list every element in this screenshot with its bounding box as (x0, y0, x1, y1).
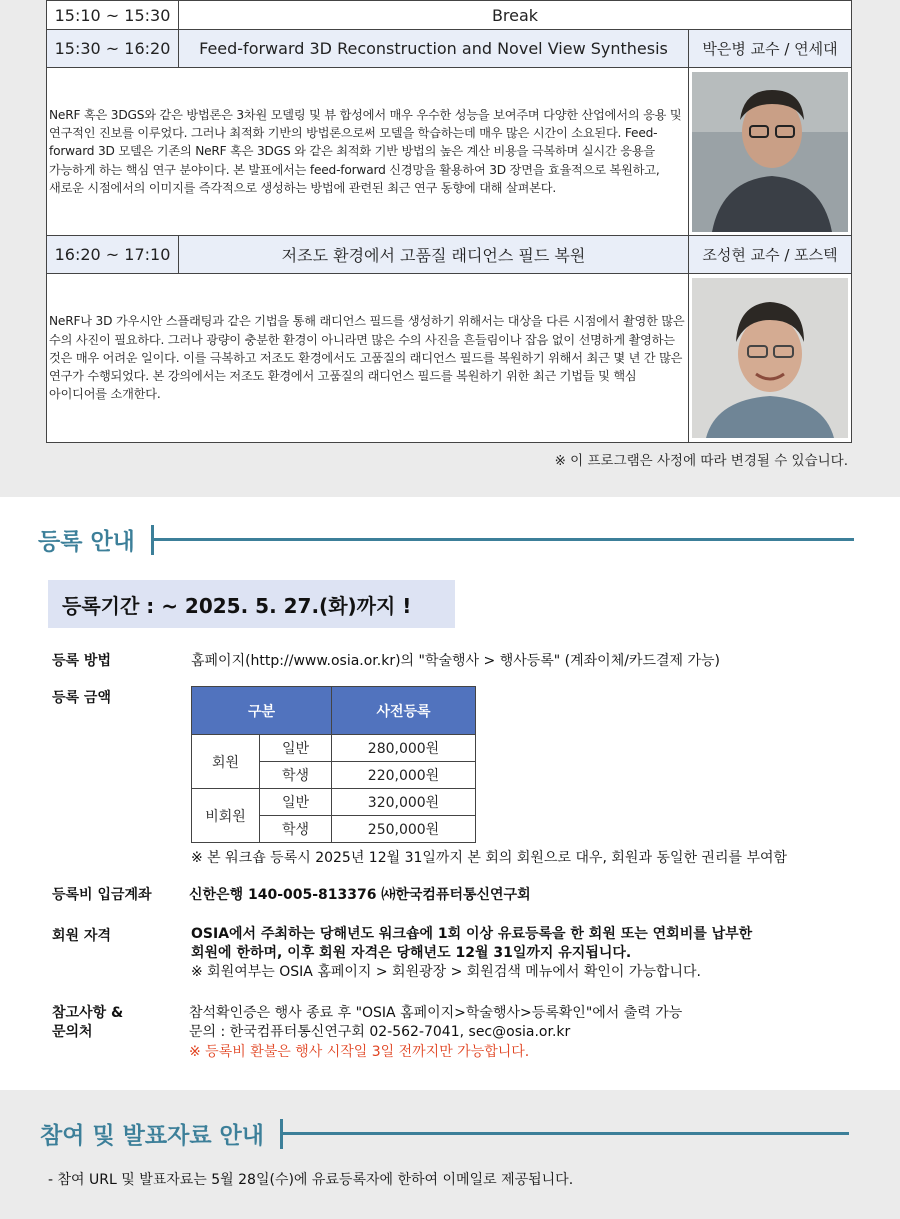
participation-heading (40, 1117, 849, 1150)
qualification-line: 회원에 한하며, 이후 회원 자격은 당해년도 12월 31일까지 유지됩니다. (191, 945, 632, 961)
speaker-photo (692, 278, 848, 438)
account-label: 등록비 입금계좌 (52, 887, 152, 903)
fee-label: 등록 금액 (52, 690, 111, 706)
session-title: 저조도 환경에서 고품질 래디언스 필드 복원 (179, 236, 689, 273)
speaker-photo-cell (689, 274, 851, 442)
heading-line (154, 538, 854, 541)
fee-price: 280,000원 (332, 735, 476, 762)
session-title: Feed-forward 3D Reconstruction and Novel View Synthesis (179, 30, 689, 67)
fee-price: 250,000원 (332, 816, 476, 843)
session-description: NeRF나 3D 가우시안 스플래팅과 같은 기법을 통해 래디언스 필드를 생성하기 위해서는 대상을 다른 시점에서 촬영한 많은 수의 사진이 필요하다. 그러나 광량이 충분한 환경이 아니라면 많은 수의 사진을 흔들림이나 잡음 없이 선명하게 촬영하는 것은 매우 어려운 일이다. 이를 극복하고 저조도 환경에서도 고품질의 래디언스 필드를 복원하기 위해서 최근 몇 년 간 많은 연구가 수행되었다. 본 강의에서는 저조도 환경에서 고품질의 래디언스 필드를 복원하기 위한 최근 기법들 및 핵심 아이디어를 소개한다. (47, 274, 689, 442)
program-row-break (47, 1, 851, 30)
reference-line: 참석확인증은 행사 종료 후 "OSIA 홈페이지>학술행사>등록확인"에서 출력 가능 (189, 1005, 683, 1021)
account-value: 신한은행 140-005-813376 ㈔한국컴퓨터통신연구회 (189, 887, 531, 903)
section-title: 등록 안내 (38, 529, 135, 555)
speaker-photo (692, 72, 848, 232)
table-row (192, 789, 476, 816)
method-label: 등록 방법 (52, 653, 111, 669)
session-time: 15:10 ~ 15:30 (47, 1, 179, 29)
method-value: 홈페이지(http://www.osia.or.kr)의 "학술행사 > 행사등록" (계좌이체/카드결제 가능) (191, 653, 721, 669)
participation-section (0, 1090, 900, 1219)
speaker-photo-cell (689, 68, 851, 235)
fee-type: 학생 (260, 762, 332, 789)
program-row-description (47, 68, 851, 236)
refund-warning: ※ 등록비 환불은 행사 시작일 3일 전까지만 가능합니다. (189, 1044, 530, 1060)
qualification-line: OSIA에서 주최하는 당해년도 워크숍에 1회 이상 유료등록을 한 회원 또는 연회비를 납부한 (191, 926, 753, 942)
speaker-portrait-image (692, 72, 848, 232)
reference-label: 문의처 (52, 1024, 93, 1040)
fee-table-header (192, 687, 476, 735)
fee-header-price: 사전등록 (332, 687, 476, 735)
session-title: Break (179, 1, 851, 29)
fee-price: 220,000원 (332, 762, 476, 789)
section-title: 참여 및 발표자료 안내 (40, 1123, 264, 1149)
program-row-session (47, 30, 851, 68)
program-notice: ※ 이 프로그램은 사정에 따라 변경될 수 있습니다. (554, 453, 848, 469)
fee-group-member: 회원 (192, 735, 260, 789)
session-time: 15:30 ~ 16:20 (47, 30, 179, 67)
fee-type: 일반 (260, 735, 332, 762)
speaker-portrait-image (692, 278, 848, 438)
fee-group-non-member: 비회원 (192, 789, 260, 843)
qualification-note: ※ 회원여부는 OSIA 홈페이지 > 회원광장 > 회원검색 메뉴에서 확인이 가능합니다. (191, 964, 701, 980)
session-time: 16:20 ~ 17:10 (47, 236, 179, 273)
heading-line (283, 1132, 849, 1135)
registration-heading (38, 523, 854, 556)
session-speaker: 조성현 교수 / 포스텍 (689, 236, 851, 273)
reference-line: 문의 : 한국컴퓨터통신연구회 02-562-7041, sec@osia.or.kr (189, 1024, 571, 1040)
program-row-description (47, 274, 851, 442)
fee-type: 학생 (260, 816, 332, 843)
program-table (46, 0, 852, 443)
fee-header-type: 구분 (192, 687, 332, 735)
reference-label: 참고사항 & (52, 1005, 124, 1021)
session-speaker: 박은병 교수 / 연세대 (689, 30, 851, 67)
participation-text: - 참여 URL 및 발표자료는 5월 28일(수)에 유료등록자에 한하여 이메일로 제공됩니다. (48, 1172, 574, 1188)
table-row (192, 735, 476, 762)
fee-type: 일반 (260, 789, 332, 816)
fee-table (191, 686, 476, 843)
qualification-label: 회원 자격 (52, 928, 111, 944)
fee-note: ※ 본 워크숍 등록시 2025년 12월 31일까지 본 회의 회원으로 대우, 회원과 동일한 권리를 부여함 (191, 850, 788, 866)
registration-period: 등록기간 : ~ 2025. 5. 27.(화)까지 ! (48, 580, 455, 628)
program-section (0, 0, 900, 497)
program-row-session (47, 236, 851, 274)
fee-price: 320,000원 (332, 789, 476, 816)
session-description: NeRF 혹은 3DGS와 같은 방법론은 3차원 모델링 및 뷰 합성에서 매우 우수한 성능을 보여주며 다양한 산업에서의 응용 및 연구적인 진보를 이루었다. 그러나 최적화 기반의 방법론으로써 모델을 학습하는데 매우 많은 시간이 소요된다. Feed-forward 3D 모델은 기존의 NeRF 혹은 3DGS 와 같은 최적화 기반 방법의 높은 계산 비용을 극복하며 실시간 응용을 가능하게 하는 핵심 연구 분야이다. 본 발표에서는 feed-forward 신경망을 활용하여 3D 장면을 효율적으로 복원하고, 새로운 시점에서의 이미지를 즉각적으로 생성하는 방법에 관련된 최근 연구 동향에 대해 살펴본다. (47, 68, 689, 235)
